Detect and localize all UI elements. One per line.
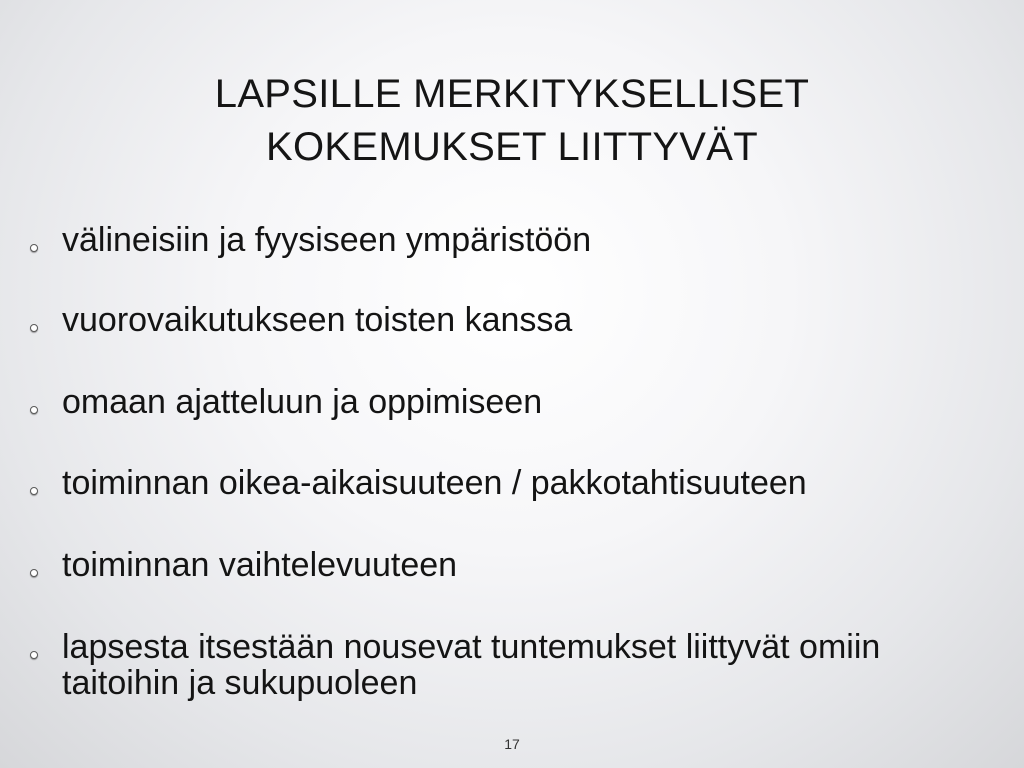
slide-title-line-1: LAPSILLE MERKITYKSELLISET	[214, 72, 810, 116]
bullet-text: toiminnan oikea-aikaisuuteen / pakkotahtisuuteen	[62, 464, 807, 502]
bullet-dot-icon	[30, 487, 38, 495]
bullet-text: omaan ajatteluun ja oppimiseen	[62, 383, 543, 421]
bullet-text: lapsesta itsestään nousevat tuntemukset liittyvät omiin taitoihin ja sukupuoleen	[62, 628, 881, 702]
bullet-dot-icon	[30, 406, 38, 414]
bullet-dot-icon	[30, 244, 38, 252]
bullet-text: välineisiin ja fyysiseen ympäristöön	[62, 221, 592, 259]
bullet-text: vuorovaikutukseen toisten kanssa	[62, 301, 573, 339]
slide-title-line-2: KOKEMUKSET LIITTYVÄT	[265, 125, 759, 169]
bullet-dot-icon	[30, 651, 38, 659]
page-number: 17	[504, 736, 520, 752]
bullet-dot-icon	[30, 569, 38, 577]
bullet-text: toiminnan vaihtelevuuteen	[62, 546, 458, 584]
bullet-dot-icon	[30, 324, 38, 332]
